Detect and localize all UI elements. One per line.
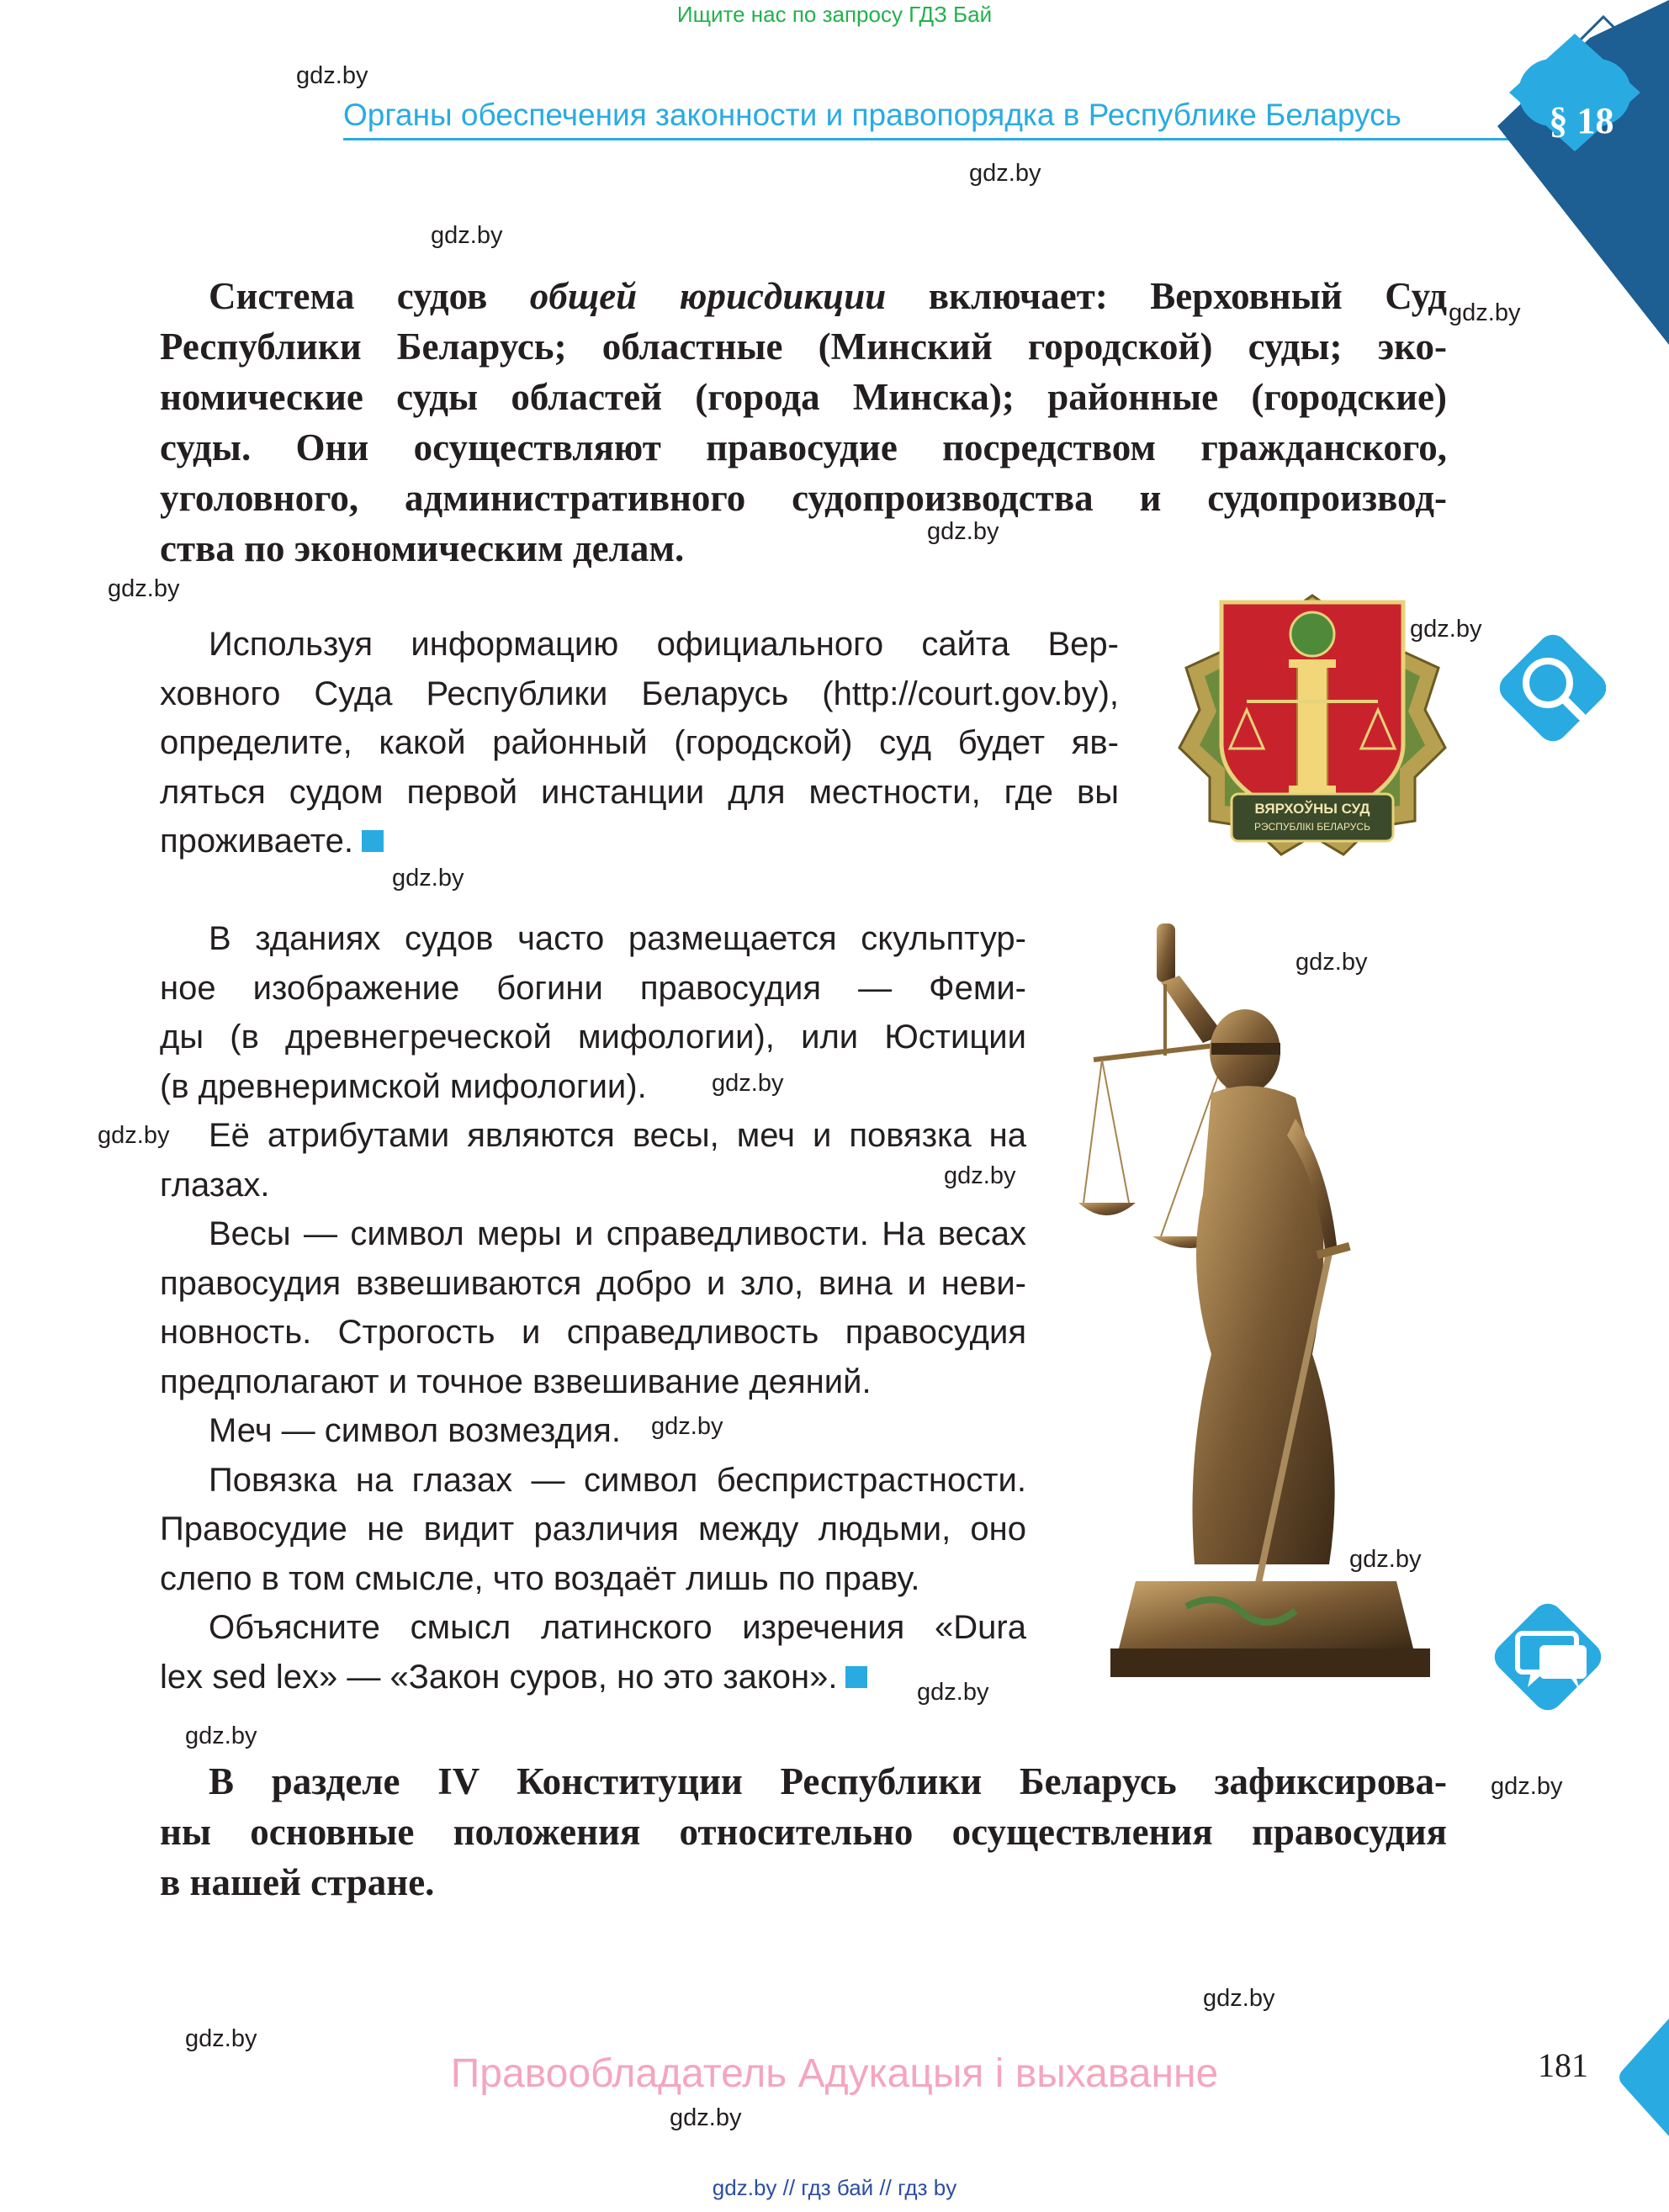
text-line: суды. Они осуществляют правосудие посредством гражданского, [160, 426, 1447, 468]
text-line: глазах. [160, 1166, 270, 1204]
page-number: 181 [1538, 2046, 1588, 2084]
watermark: gdz.by [1203, 1985, 1275, 2012]
text-line: В разделе IV Конституции Республики Беларусь зафиксирова- [209, 1760, 1447, 1802]
page-corner-tab [1615, 2019, 1669, 2136]
text-line: определите, какой районный (городской) суд будет яв- [160, 724, 1119, 761]
text-line: предполагают и точное взвешивание деяний. [160, 1363, 872, 1400]
text-line: ны основные положения относительно осуществления правосудия [160, 1811, 1447, 1853]
task-end-marker [845, 1666, 867, 1688]
watermark: gdz.by [108, 575, 180, 602]
paragraph-constitution [160, 1756, 1447, 1908]
text-line: Правосудие не видит различия между людьми, оно [160, 1511, 1026, 1548]
supreme-court-emblem [1171, 584, 1454, 861]
text-line: Весы — символ меры и справедливости. На весах [209, 1215, 1026, 1252]
text-line: Объясните смысл латинского изречения «Dura [209, 1609, 1026, 1646]
watermark: gdz.by [1491, 1773, 1563, 1800]
text-line: В зданиях судов часто размещается скульптур- [209, 920, 1026, 957]
footer-links[interactable]: gdz.by // гдз бай // гдз by [712, 2175, 957, 2200]
watermark: gdz.by [185, 2025, 257, 2052]
chapter-title: Органы обеспечения законности и правопорядка в Республике Беларусь [343, 98, 1401, 132]
text-line: слепо в том смысле, что воздаёт лишь по праву. [160, 1559, 920, 1597]
watermark: gdz.by [670, 2104, 742, 2131]
task-end-marker [362, 830, 384, 852]
watermark: gdz.by [917, 1679, 989, 1706]
watermark: gdz.by [98, 1122, 170, 1149]
text-line: новность. Строгость и справедливость правосудия [160, 1314, 1026, 1351]
text-line: Используя информацию официального сайта Вер- [209, 626, 1119, 663]
text-line: (в древнеримской мифологии). [160, 1067, 647, 1105]
discussion-icon [1481, 1590, 1615, 1724]
watermark: gdz.by [1449, 299, 1521, 326]
watermark: gdz.by [185, 1723, 257, 1749]
watermark: gdz.by [1295, 949, 1368, 976]
text-line: Её атрибутами являются весы, меч и повязка на [209, 1117, 1026, 1154]
text-line: ды (в древнегреческой мифологии), или Юстиции [160, 1019, 1026, 1056]
text-line: ное изображение богини правосудия — Феми- [160, 969, 1026, 1007]
watermark: gdz.by [1349, 1546, 1422, 1573]
watermark: gdz.by [431, 222, 503, 249]
text-line: уголовного, административного судопроизводства и судопроизвод- [160, 477, 1447, 519]
text-line: ховного Суда Республики Беларусь (http://court.gov.by), [160, 675, 1119, 712]
text-line: Система судов общей юрисдикции включает: Верховный Суд [209, 275, 1448, 317]
top-banner: Ищите нас по запросу ГДЗ Бай [676, 2, 993, 27]
text-line: Повязка на глазах — символ беспристрастности. [209, 1461, 1026, 1499]
text-line: Меч — символ возмездия. [209, 1412, 621, 1449]
watermark: gdz.by [1410, 616, 1482, 643]
header-divider [343, 138, 1538, 140]
text-line: в нашей стране. [160, 1861, 435, 1903]
watermark: gdz.by [712, 1070, 784, 1097]
watermark: gdz.by [392, 865, 464, 892]
themis-statue-image [1077, 917, 1464, 1691]
paragraph-court-system [160, 271, 1447, 574]
text-line: lex sed lex» — «Закон суров, но это закон». [160, 1653, 1026, 1702]
rights-holder: Правообладатель Адукацыя і выхаванне [450, 2051, 1219, 2096]
section-badge: § 18 [1549, 100, 1614, 141]
watermark: gdz.by [927, 518, 999, 545]
watermark: gdz.by [944, 1162, 1016, 1189]
text-line: ляться судом первой инстанции для местности, где вы [160, 773, 1119, 811]
themis-description [160, 914, 1026, 1701]
search-icon [1487, 622, 1619, 754]
watermark: gdz.by [296, 62, 368, 89]
watermark: gdz.by [651, 1413, 723, 1440]
watermark: gdz.by [969, 160, 1041, 187]
text-line: проживаете. [160, 817, 1119, 866]
text-line: номические суды областей (города Минска); районные (городские) [160, 376, 1447, 418]
emblem-text-1: ВЯРХОЎНЫ СУД [1254, 801, 1370, 817]
emblem-text-2: РЭСПУБЛІКІ БЕЛАРУСЬ [1254, 821, 1370, 833]
task-court-website [160, 620, 1119, 866]
text-line: ства по экономическим делам. [160, 527, 685, 569]
text-line: правосудия взвешиваются добро и зло, вина и неви- [160, 1264, 1026, 1302]
text-line: Республики Беларусь; областные (Минский городской) суды; эко- [160, 325, 1447, 368]
